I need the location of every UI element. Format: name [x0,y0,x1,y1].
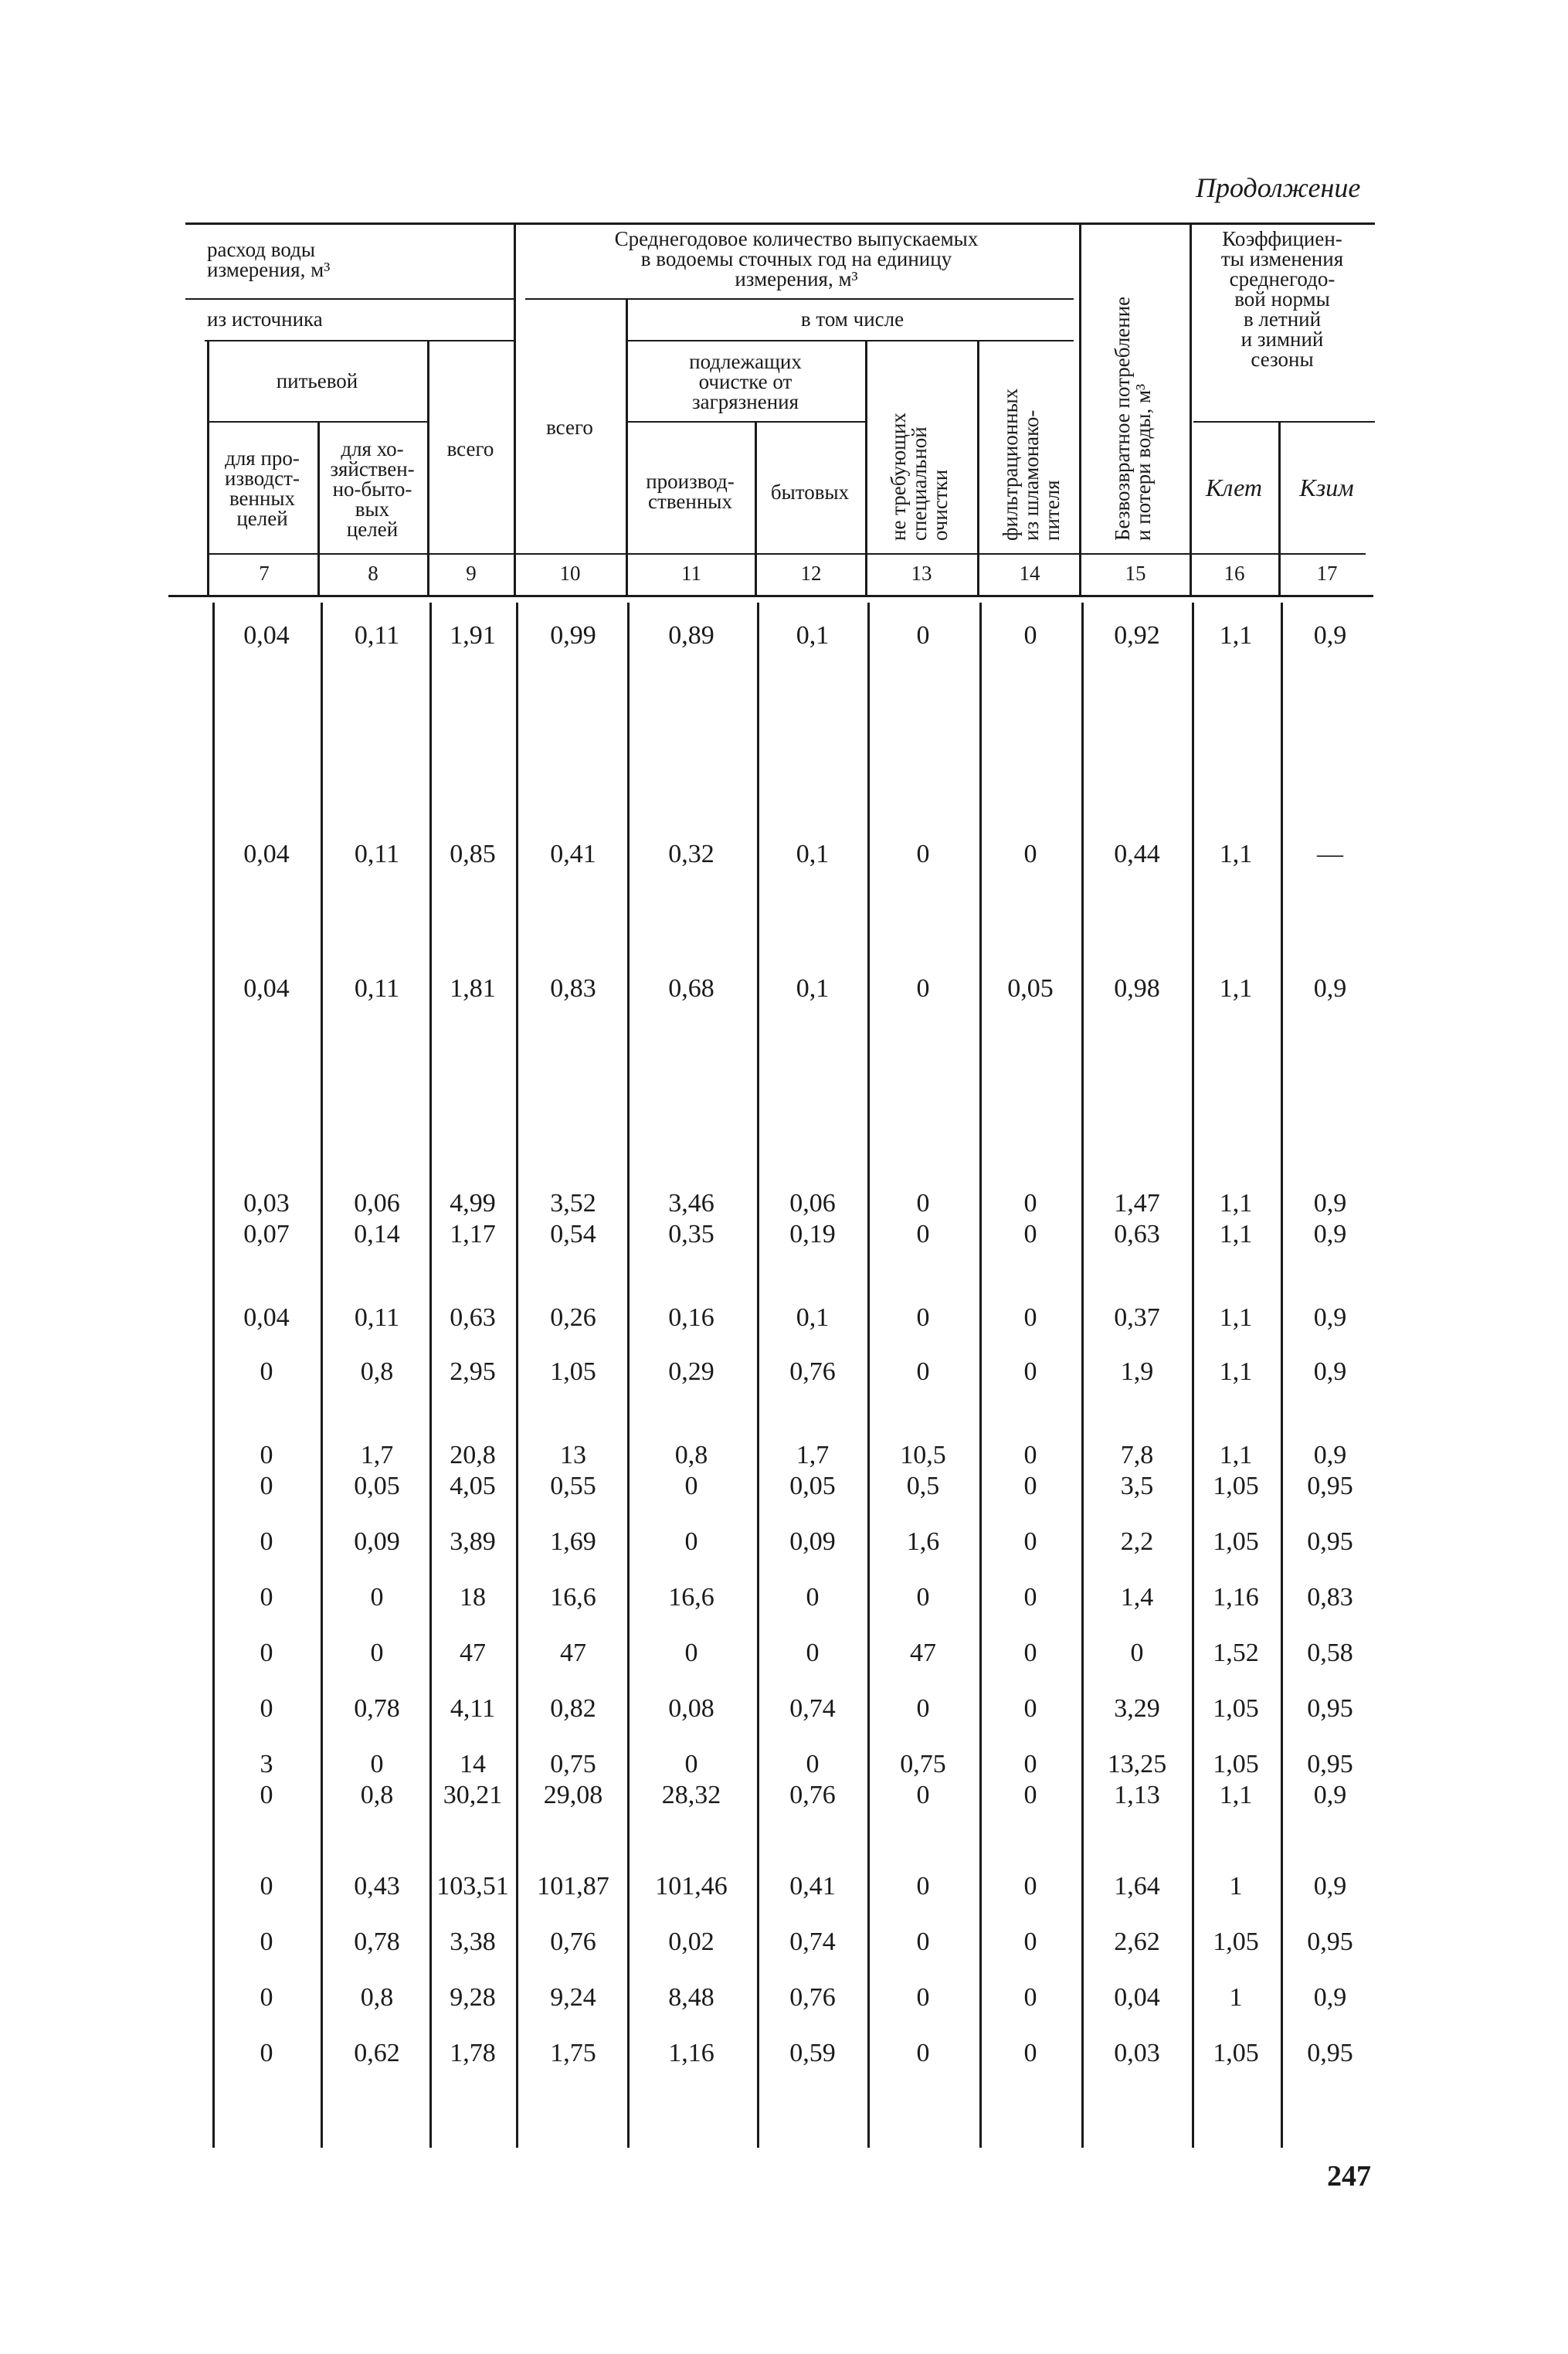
table-cell: 3,89 [450,1527,496,1556]
table-cell: 1,1 [1219,1303,1253,1332]
table-cell: 0 [260,2039,273,2067]
table-cell: 1,05 [1213,1527,1259,1556]
column-number: 14 [1019,562,1040,585]
table-cell: 29,08 [543,1781,603,1809]
table-cell: 1,1 [1219,621,1253,650]
table-cell: 0,63 [1114,1220,1160,1248]
table-cell: 1,05 [1213,1694,1259,1723]
table-cell: 1,16 [1213,1583,1259,1612]
table-cell: 16,6 [550,1583,596,1612]
table-cell: 0 [260,1639,273,1667]
table-cell: 1,9 [1120,1357,1154,1386]
table-cell: 0,9 [1313,1781,1347,1809]
table-cell: 0,04 [1114,1983,1160,2012]
table-cell: 0,06 [354,1189,400,1218]
table-cell: 0 [1023,1639,1037,1667]
table-cell: 0 [1023,1189,1037,1218]
column-number: 13 [911,562,932,585]
table-cell: 0,54 [550,1220,596,1248]
table-cell: 0,76 [789,1357,836,1386]
table-cell: 1,1 [1219,1441,1253,1469]
table-cell: 0,07 [243,1220,290,1248]
table-cell: 1,7 [796,1441,830,1469]
table-cell: 0 [916,1781,930,1809]
table-cell: 0 [684,1750,698,1778]
table-cell: 16,6 [668,1583,714,1612]
coef-title: Коэффициен- ты изменения среднегодо- вой нормы в летний и зимний сезоны [1220,227,1344,371]
table-cell: 0 [1023,1983,1037,2012]
table-cell: 1,05 [1213,1750,1259,1778]
table-cell: — [1317,840,1343,868]
table-cell: 7,8 [1120,1441,1154,1469]
table-cell: 0 [1023,1583,1037,1612]
table-cell: 0,1 [796,1303,830,1332]
table-cell: 0,11 [354,1303,400,1332]
table-cell: 14 [460,1750,486,1778]
table-cell: 0 [684,1527,698,1556]
table-cell: 1,75 [550,2039,596,2067]
table-cell: 0,98 [1114,974,1160,1003]
table-cell: 0,85 [450,840,496,868]
table-cell: 0,75 [900,1750,946,1778]
table-cell: 101,46 [655,1872,728,1901]
table-cell: 1,05 [550,1357,596,1386]
table-cell: 3,38 [450,1928,496,1956]
table-cell: 0 [916,974,930,1003]
drinking-label: питьевой [276,369,358,392]
column-number: 12 [800,562,822,585]
table-cell: 0,9 [1313,1872,1347,1901]
table-cell: 0,9 [1313,1441,1347,1469]
table-cell: 1 [1229,1872,1243,1901]
table-cell: 0,04 [243,1303,290,1332]
table-cell: 0 [806,1583,820,1612]
table-cell: 0,8 [674,1441,708,1469]
table-cell: 0,63 [450,1303,496,1332]
table-cell: 1,05 [1213,1472,1259,1500]
table-cell: 0,89 [668,621,714,650]
table-cell: 0 [1023,1527,1037,1556]
table-cell: 10,5 [900,1441,946,1469]
col7-header: для про- изводст- венных целей [225,447,300,530]
table-cell: 0,95 [1307,1527,1353,1556]
table-cell: 0,92 [1114,621,1160,650]
col9-header: всего [446,437,494,460]
column-number: 8 [368,562,378,585]
discharge-title: Среднегодовое количество выпускаемых в водоемы сточных год на единицу измерения, м³ [614,227,979,290]
table-cell: 0,16 [668,1303,714,1332]
table-cell: 0 [1023,1750,1037,1778]
table-cell: 0 [370,1639,384,1667]
table-cell: 1,64 [1114,1872,1160,1901]
table-cell: 0,04 [243,974,290,1003]
table-cell: 0 [370,1750,384,1778]
including-label: в том числе [800,307,904,331]
table-cell: 1,1 [1219,974,1253,1003]
table-cell: 0,37 [1114,1303,1160,1332]
table-cell: 0,11 [354,840,400,868]
table-cell: 0 [1023,2039,1037,2067]
table-cell: 0,14 [354,1220,400,1248]
table-cell: 0 [916,621,930,650]
table-cell: 1,52 [1213,1639,1259,1667]
table-cell: 0 [1130,1639,1144,1667]
table-cell: 0,03 [243,1189,290,1218]
table-cell: 0,35 [668,1220,714,1248]
col13-header: не требующих специальной очистки [887,413,952,541]
table-cell: 4,11 [450,1694,496,1723]
table-cell: 1,1 [1219,1220,1253,1248]
table-cell: 0,99 [550,621,596,650]
table-cell: 3,46 [668,1189,714,1218]
table-cell: 0,11 [354,974,400,1003]
table-cell: 0,08 [668,1694,714,1723]
table-cell: 0 [1023,1781,1037,1809]
table-cell: 0,5 [906,1472,940,1500]
table-cell: 0 [260,1983,273,2012]
table-cell: 1,05 [1213,2039,1259,2067]
table-cell: 0 [1023,1303,1037,1332]
table-cell: 0 [684,1472,698,1500]
table-cell: 0,9 [1313,974,1347,1003]
table-cell: 0 [916,2039,930,2067]
table-cell: 13 [560,1441,586,1469]
table-cell: 0,83 [550,974,596,1003]
table-cell: 0 [1023,1441,1037,1469]
table-cell: 1,81 [450,974,496,1003]
table-cell: 3,29 [1114,1694,1160,1723]
table-cell: 0 [916,1928,930,1956]
table-cell: 0,03 [1114,2039,1160,2067]
table-cell: 0 [916,840,930,868]
table-cell: 1,4 [1120,1583,1154,1612]
table-cell: 0 [370,1583,384,1612]
table-cell: 0 [1023,1472,1037,1500]
table-cell: 0,74 [789,1694,836,1723]
table-cell: 0 [916,1303,930,1332]
table-cell: 3 [260,1750,273,1778]
table-cell: 0 [1023,621,1037,650]
table-cell: 0,04 [243,621,290,650]
column-number: 9 [466,562,477,585]
table-cell: 0,68 [668,974,714,1003]
table-cell: 1,16 [668,2039,714,2067]
table-cell: 0,29 [668,1357,714,1386]
table-cell: 0 [806,1639,820,1667]
table-cell: 2,2 [1120,1527,1154,1556]
table-cell: 0,9 [1313,1357,1347,1386]
table-cell: 0,95 [1307,1750,1353,1778]
table-cell: 0,59 [789,2039,836,2067]
table-cell: 9,24 [550,1983,596,2012]
table-cell: 1,7 [360,1441,394,1469]
table-cell: 0,11 [354,621,400,650]
table-cell: 0 [916,1983,930,2012]
table-cell: 0,8 [360,1357,394,1386]
table-cell: 0,19 [789,1220,836,1248]
to-be-cleaned-label: подлежащих очистке от загрязнения [689,350,802,413]
table-cell: 4,05 [450,1472,496,1500]
table-cell: 9,28 [450,1983,496,2012]
column-number: 16 [1224,562,1245,585]
col8-header: для хо- зяйствен- но-быто- вых целей [330,437,415,541]
table-cell: 28,32 [661,1781,721,1809]
table-cell: 0,32 [668,840,714,868]
table-cell: 0 [260,1781,273,1809]
table-cell: 0 [260,1694,273,1723]
table-cell: 20,8 [450,1441,496,1469]
table-cell: 0 [260,1928,273,1956]
col16-header: Kлет [1206,474,1262,501]
table-cell: 0,26 [550,1303,596,1332]
table-cell: 0,41 [789,1872,836,1901]
table-cell: 103,51 [436,1872,509,1901]
table-cell: 0,1 [796,974,830,1003]
table-cell: 0,8 [360,1983,394,2012]
table-cell: 0,82 [550,1694,596,1723]
table-cell: 1,05 [1213,1928,1259,1956]
table-cell: 0,06 [789,1189,836,1218]
table-cell: 0,75 [550,1750,596,1778]
table-cell: 0,62 [354,2039,400,2067]
table-cell: 0,1 [796,840,830,868]
table-cell: 8,48 [668,1983,714,2012]
table-cell: 1,91 [450,621,496,650]
table-cell: 0,09 [354,1527,400,1556]
table-cell: 1,69 [550,1527,596,1556]
table-cell: 0,78 [354,1694,400,1723]
table-cell: 4,99 [450,1189,496,1218]
table-cell: 0,95 [1307,1928,1353,1956]
table-cell: 0 [916,1872,930,1901]
table-cell: 0 [916,1189,930,1218]
table-cell: 0,9 [1313,621,1347,650]
table-cell: 0 [1023,1694,1037,1723]
table-cell: 0 [916,1220,930,1248]
table-cell: 0 [260,1472,273,1500]
from-source-label: из источника [207,307,323,331]
table-cell: 0 [1023,1928,1037,1956]
table-cell: 1,1 [1219,840,1253,868]
table-cell: 3,5 [1120,1472,1154,1500]
table-cell: 1 [1229,1983,1243,2012]
table-cell: 1,6 [906,1527,940,1556]
table-cell: 0 [1023,840,1037,868]
table-cell: 0 [260,1872,273,1901]
table-cell: 0,95 [1307,2039,1353,2067]
column-number: 7 [259,562,270,585]
table-cell: 0,9 [1313,1303,1347,1332]
col11-header: производ- ственных [646,470,735,513]
column-number: 11 [681,562,701,585]
table-cell: 1,78 [450,2039,496,2067]
table-cell: 1,1 [1219,1357,1253,1386]
table-cell: 18 [460,1583,486,1612]
table-cell: 2,95 [450,1357,496,1386]
table-cell: 0,76 [550,1928,596,1956]
col10-header: всего [546,416,593,439]
table-cell: 0 [916,1357,930,1386]
table-cell: 0,02 [668,1928,714,1956]
table-cell: 30,21 [443,1781,503,1809]
column-number: 10 [559,562,581,585]
table-cell: 0 [260,1357,273,1386]
table-cell: 0,83 [1307,1583,1353,1612]
table-cell: 0,9 [1313,1189,1347,1218]
table-cell: 0,9 [1313,1220,1347,1248]
table-cell: 0,05 [1007,974,1054,1003]
col12-header: бытовых [770,481,850,504]
table-cell: 0,43 [354,1872,400,1901]
col15-header: Безвозвратное потребление и потери воды, м³ [1111,296,1155,541]
table-cell: 1,17 [450,1220,496,1248]
table-cell: 13,25 [1107,1750,1167,1778]
table-cell: 0,78 [354,1928,400,1956]
table-cell: 0,05 [789,1472,836,1500]
table-cell: 0 [684,1639,698,1667]
col17-header: Kзим [1299,474,1354,501]
table-cell: 0,58 [1307,1639,1353,1667]
table-cell: 0,1 [796,621,830,650]
table-cell: 0 [1023,1220,1037,1248]
table-cell: 0,76 [789,1781,836,1809]
col14-header: фильтрационных из шламонако- пителя [999,388,1064,541]
table-cell: 0,05 [354,1472,400,1500]
table-cell: 0,41 [550,840,596,868]
table-cell: 1,13 [1114,1781,1160,1809]
table-cell: 101,87 [537,1872,609,1901]
table-cell: 0,76 [789,1983,836,2012]
table-cell: 47 [460,1639,486,1667]
table-cell: 0,8 [360,1781,394,1809]
table-cell: 47 [560,1639,586,1667]
table-cell: 0 [916,1694,930,1723]
continuation-label: Продолжение [1196,172,1361,203]
table-cell: 1,1 [1219,1189,1253,1218]
table-cell: 0 [260,1527,273,1556]
table-cell: 0 [260,1441,273,1469]
column-number: 17 [1316,562,1338,585]
table-cell: 0 [806,1750,820,1778]
table-cell: 0,09 [789,1527,836,1556]
table-cell: 0 [1023,1872,1037,1901]
table-cell: 0,04 [243,840,290,868]
table-cell: 2,62 [1114,1928,1160,1956]
water-use-title: расход воды измерения, м³ [207,238,331,281]
table-cell: 47 [910,1639,936,1667]
table-cell: 0,44 [1114,840,1160,868]
table-cell: 0 [916,1583,930,1612]
column-number: 15 [1125,562,1146,585]
table-cell: 0 [260,1583,273,1612]
table-cell: 0,55 [550,1472,596,1500]
table-cell: 1,1 [1219,1781,1253,1809]
table-cell: 0,74 [789,1928,836,1956]
table-cell: 0,95 [1307,1694,1353,1723]
table-cell: 0 [1023,1357,1037,1386]
table-cell: 3,52 [550,1189,596,1218]
table-cell: 0,95 [1307,1472,1353,1500]
table-cell: 0,9 [1313,1983,1347,2012]
table-cell: 1,47 [1114,1189,1160,1218]
page-number: 247 [1327,2160,1371,2193]
